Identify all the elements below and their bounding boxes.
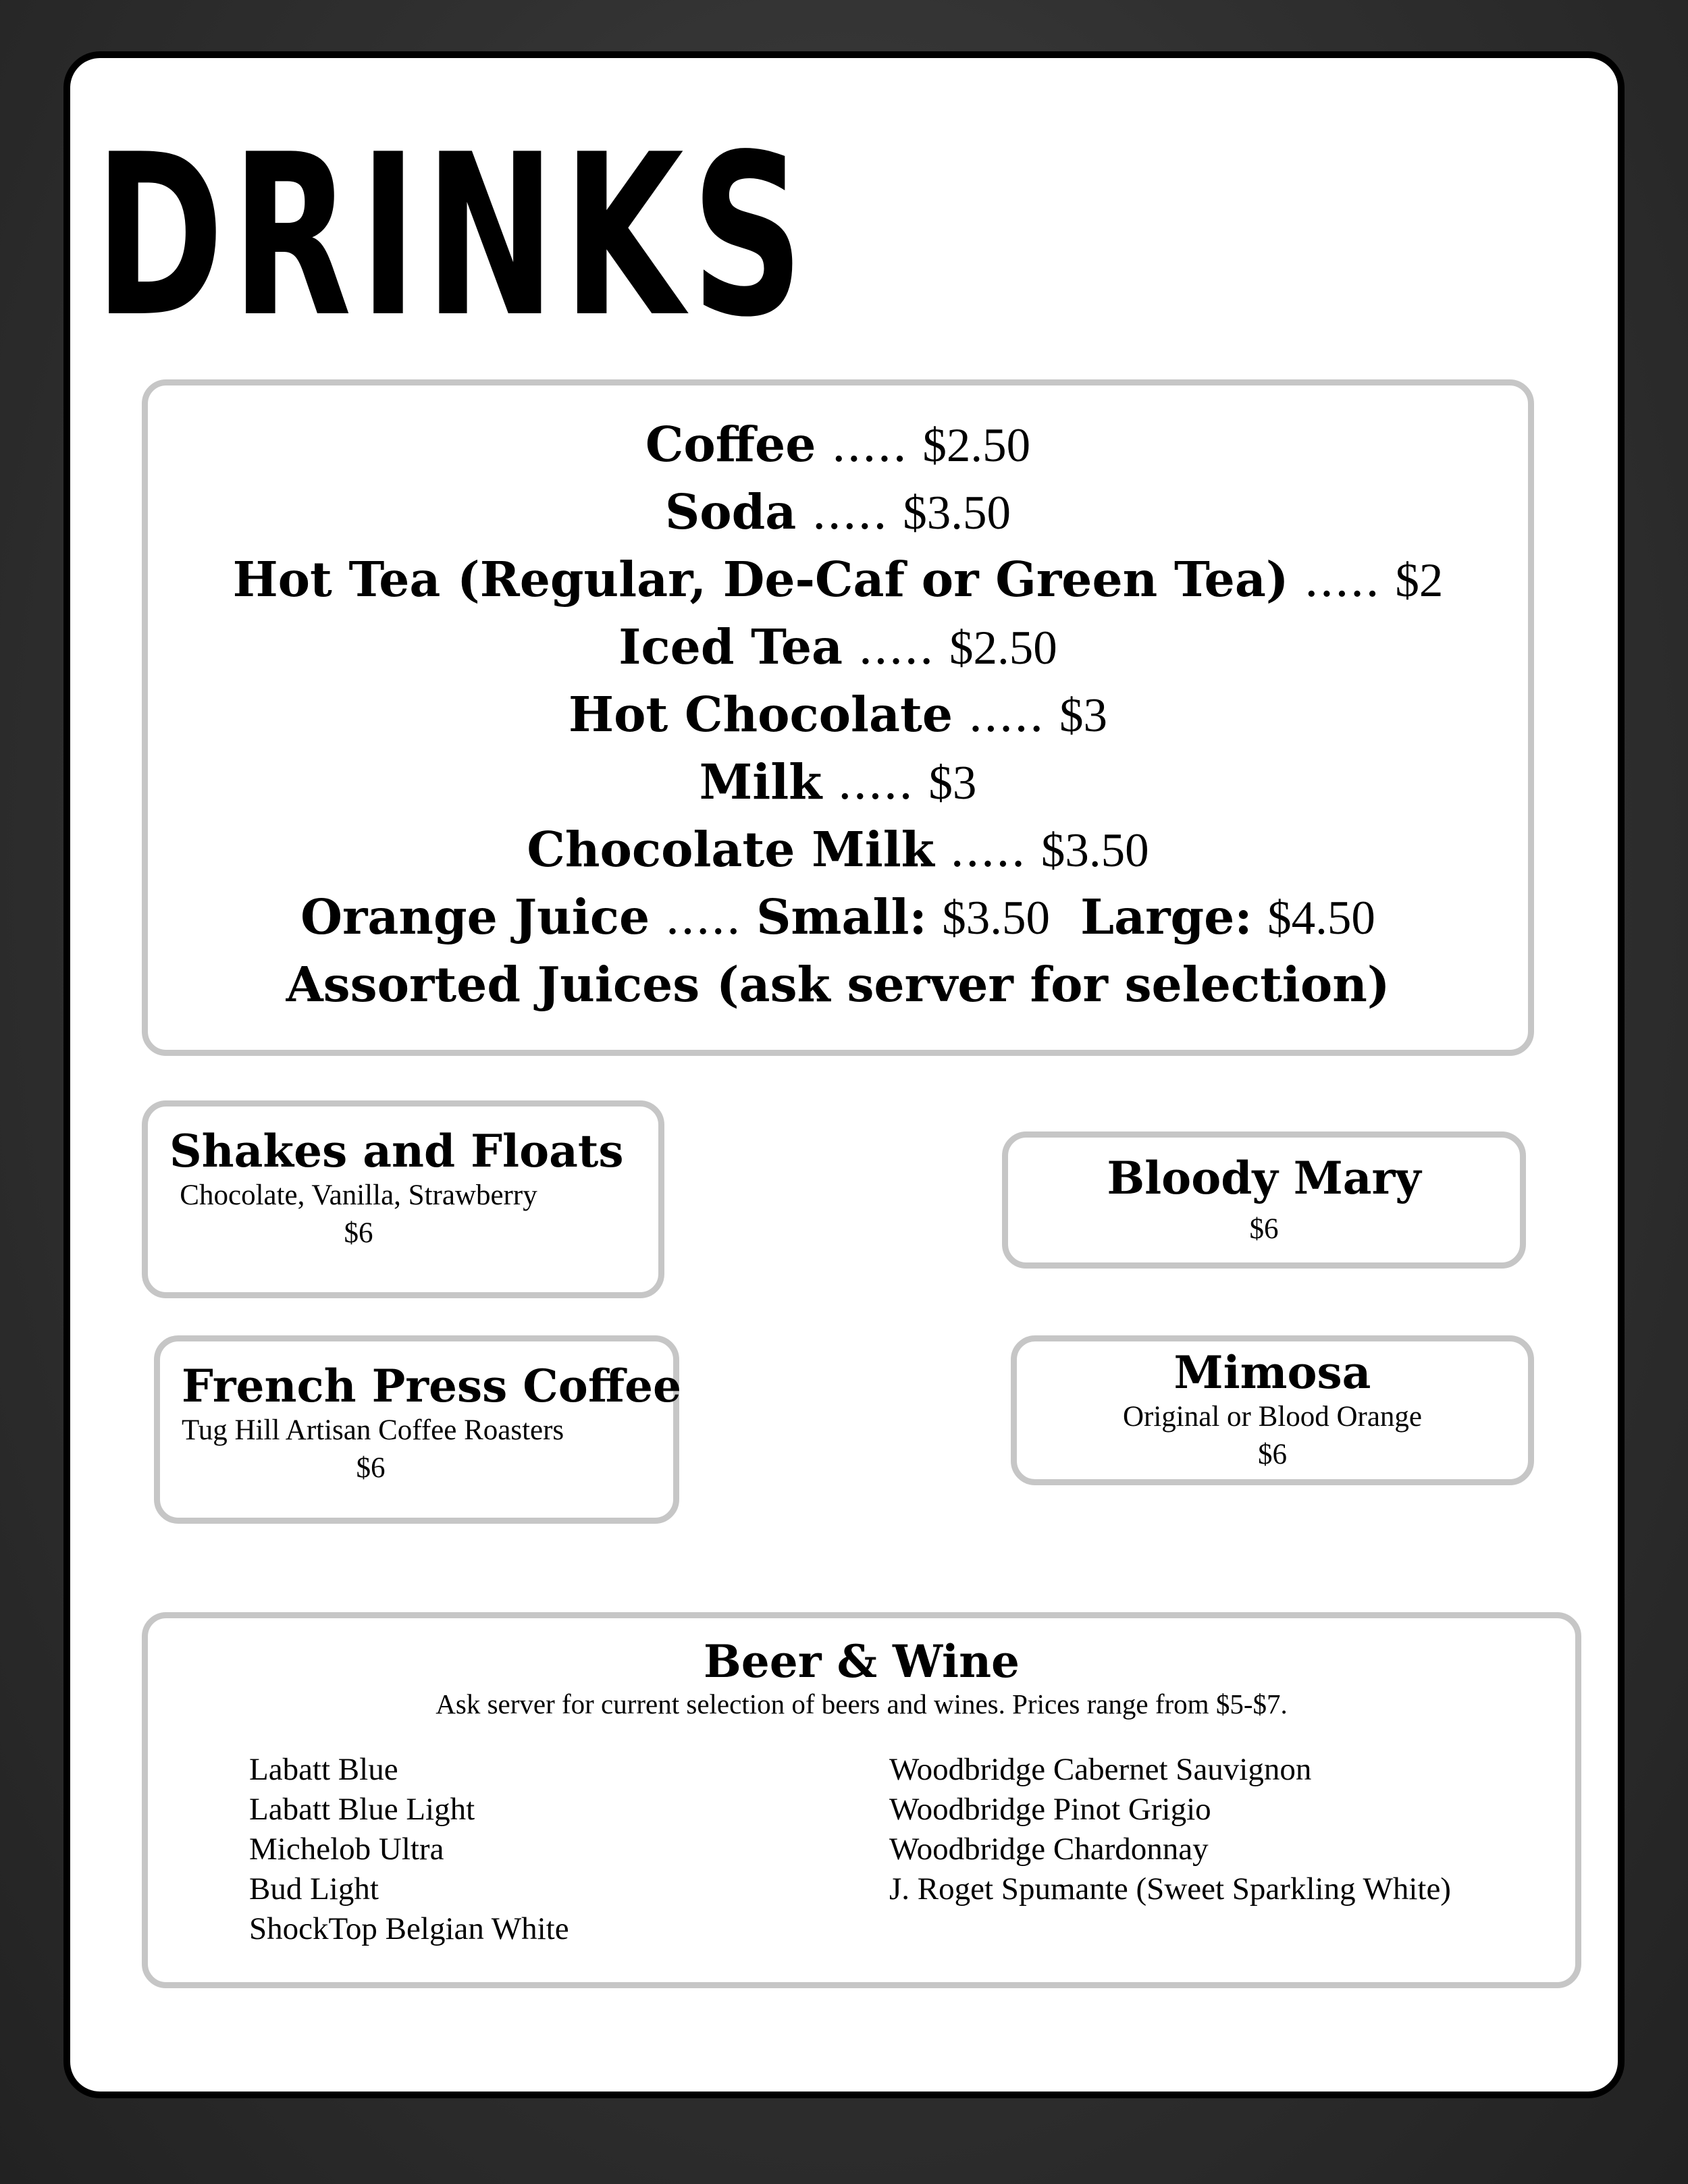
menu-item: Soda ..... $3.50 [664,483,1011,540]
menu-item: Coffee ..... $2.50 [645,416,1031,473]
list-item: Woodbridge Cabernet Sauvignon [889,1752,1312,1787]
bloody-mary-price: $6 [1249,1213,1279,1245]
wine-list [889,1750,1451,1909]
beer-list [249,1750,569,1949]
french-press-price: $6 [356,1452,386,1484]
french-press-box [154,1335,679,1524]
shakes-desc: Chocolate, Vanilla, Strawberry [180,1179,537,1211]
menu-item: Chocolate Milk ..... $3.50 [527,821,1149,878]
beer-wine-box [142,1612,1581,1988]
list-item: ShockTop Belgian White [249,1911,569,1946]
list-item: J. Roget Spumante (Sweet Sparkling White) [889,1871,1451,1907]
list-item: Michelob Ultra [249,1832,444,1867]
list-item: Labatt Blue [249,1752,398,1787]
mimosa-box [1011,1335,1534,1485]
list-item: Labatt Blue Light [249,1792,475,1827]
list-item: Bud Light [249,1871,379,1907]
beer-wine-title: Beer & Wine [703,1635,1020,1688]
shakes-title: Shakes and Floats [169,1125,624,1177]
bloody-mary-box [1002,1131,1526,1269]
beer-wine-note: Ask server for current selection of beers and wines. Prices range from $5-$7. [436,1688,1288,1720]
main-drinks-box [142,379,1534,1056]
french-press-title: French Press Coffee [182,1360,681,1412]
shakes-price: $6 [344,1217,373,1249]
mimosa-title: Mimosa [1173,1346,1371,1399]
menu-item: Iced Tea ..... $2.50 [618,618,1057,675]
mimosa-desc: Original or Blood Orange [1122,1401,1423,1433]
menu-item: Hot Chocolate ..... $3 [569,686,1107,743]
page-title: DRINKS [95,107,812,366]
list-item: Woodbridge Chardonnay [889,1832,1209,1867]
mimosa-price: $6 [1258,1439,1287,1470]
menu-item: Milk ..... $3 [699,753,977,810]
shakes-box [142,1100,664,1298]
french-press-desc: Tug Hill Artisan Coffee Roasters [182,1414,564,1446]
assorted-juices-item: Assorted Juices (ask server for selection) [286,956,1390,1013]
menu-item: Hot Tea (Regular, De-Caf or Green Tea) ..... $2 [232,551,1444,608]
list-item: Woodbridge Pinot Grigio [889,1792,1211,1827]
orange-juice-item: Orange Juice ..... Small: $3.50 Large: $4.50 [300,888,1375,945]
bloody-mary-title: Bloody Mary [1107,1152,1421,1204]
